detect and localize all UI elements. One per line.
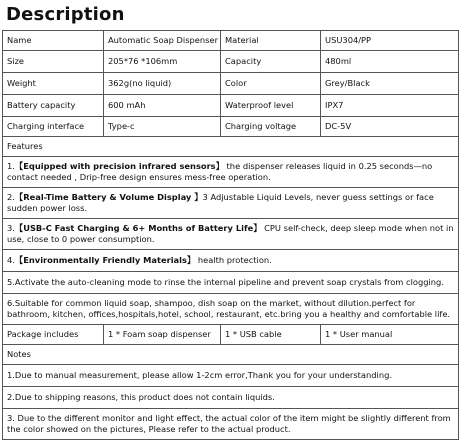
feature-row: [3, 250, 459, 272]
spec-value: DC-5V: [321, 117, 459, 137]
feature-highlight: 【USB-C Fast Charging & 6+ Months of Battery Life】: [14, 223, 262, 233]
feature-number: 2.: [7, 192, 15, 202]
package-label: Package includes: [3, 325, 104, 345]
note-row: [3, 409, 459, 440]
feature-highlight: 【Environmentally Friendly Materials】: [14, 255, 196, 265]
feature-highlight: 【Equipped with precision infrared sensors】: [14, 161, 224, 171]
spec-value: IPX7: [321, 95, 459, 117]
spec-value: 480ml: [321, 51, 459, 73]
features-header-row: [3, 137, 459, 157]
feature-item: 6.Suitable for common liquid soap, shampoo, dish soap on the market, without dilution.perfect for bathroom, kitchen, offices,hospitals,hotel, school, restaurant, etc.bring you a healthy and comfortable life.: [3, 294, 459, 325]
feature-item: [3, 219, 459, 250]
spec-value: 362g(no liquid): [104, 73, 221, 95]
spec-label: Material: [221, 31, 321, 51]
feature-row: [3, 219, 459, 250]
feature-row: [3, 272, 459, 294]
feature-text: 3 Adjustable Liquid Levels, never guess settings or face sudden power loss.: [7, 192, 434, 213]
package-item: 1 * User manual: [321, 325, 459, 345]
feature-number: 4.: [7, 255, 15, 265]
package-item: 1 * USB cable: [221, 325, 321, 345]
feature-number: 3.: [7, 223, 15, 233]
feature-text: the dispenser releases liquid in 0.25 seconds—no contact needed , Drip-free design ensures mess-free operation.: [7, 161, 433, 182]
spec-label: Size: [3, 51, 104, 73]
spec-label: Weight: [3, 73, 104, 95]
spec-row: [3, 95, 459, 117]
spec-row: [3, 117, 459, 137]
spec-row: [3, 31, 459, 51]
spec-value: Type-c: [104, 117, 221, 137]
spec-row: [3, 73, 459, 95]
spec-table: [2, 30, 459, 440]
package-row: [3, 325, 459, 345]
feature-row: [3, 188, 459, 219]
feature-item: [3, 250, 459, 272]
spec-value: Automatic Soap Dispenser: [104, 31, 221, 51]
page-title: Description: [6, 4, 125, 25]
note-item: 3. Due to the different monitor and light effect, the actual color of the item might be slightly different from the color showed on the pictures, Please refer to the actual product.: [3, 409, 459, 440]
feature-item: 5.Activate the auto-cleaning mode to rinse the internal pipeline and prevent soap crystals from clogging.: [3, 272, 459, 294]
spec-value: Grey/Black: [321, 73, 459, 95]
feature-item: [3, 157, 459, 188]
note-item: 1.Due to manual measurement, please allow 1-2cm error,Thank you for your understanding.: [3, 365, 459, 387]
notes-header-row: [3, 345, 459, 365]
package-item: 1 * Foam soap dispenser: [104, 325, 221, 345]
feature-text: CPU self-check, deep sleep mode when not in use, close to 0 power consumption.: [7, 223, 454, 244]
feature-highlight: 【Real-Time Battery & Volume Display 】: [14, 192, 203, 202]
spec-value: 600 mAh: [104, 95, 221, 117]
notes-heading: Notes: [3, 345, 459, 365]
features-heading: Features: [3, 137, 459, 157]
spec-label: Charging interface: [3, 117, 104, 137]
feature-number: 1.: [7, 161, 15, 171]
spec-label: Waterproof level: [221, 95, 321, 117]
feature-row: [3, 294, 459, 325]
spec-label: Color: [221, 73, 321, 95]
spec-label: Capacity: [221, 51, 321, 73]
feature-row: [3, 157, 459, 188]
spec-value: USU304/PP: [321, 31, 459, 51]
spec-label: Battery capacity: [3, 95, 104, 117]
feature-item: [3, 188, 459, 219]
note-row: [3, 365, 459, 387]
feature-text: health protection.: [195, 255, 272, 265]
spec-label: Charging voltage: [221, 117, 321, 137]
spec-label: Name: [3, 31, 104, 51]
note-row: [3, 387, 459, 409]
note-item: 2.Due to shipping reasons, this product does not contain liquids.: [3, 387, 459, 409]
spec-value: 205*76 *106mm: [104, 51, 221, 73]
spec-row: [3, 51, 459, 73]
